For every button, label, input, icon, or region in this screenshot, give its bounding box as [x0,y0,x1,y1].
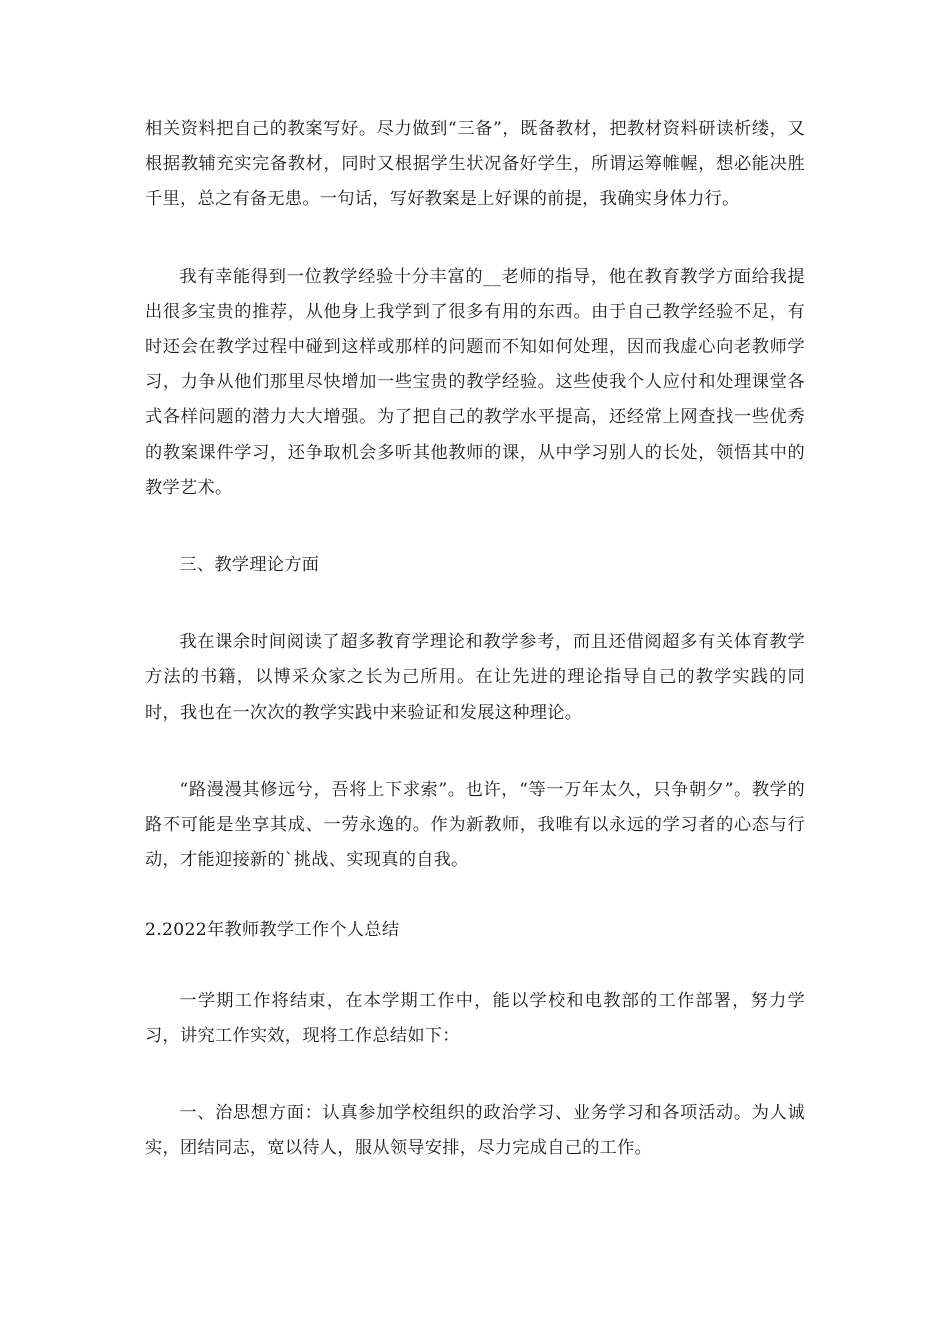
paragraph-mentor: 我有幸能得到一位教学经验十分丰富的__老师的指导，他在教育教学方面给我提出很多宝贵的推荐，从他身上我学到了很多有用的东西。由于自己教学经验不足，有时还会在教学过程中碰到这样或那样的问题而不知如何处理，因而我虚心向老教师学习，力争从他们那里尽快增加一些宝贵的教学经验。这些使我个人应付和处理课堂各式各样问题的潜力大大增强。为了把自己的教学水平提高，还经常上网查找一些优秀的教案课件学习，还争取机会多听其他教师的课，从中学习别人的长处，领悟其中的教学艺术。 [145,266,805,498]
document-page [145,112,805,1166]
document-title-summary: 2.2022年教师教学工作个人总结 [145,920,400,941]
paragraph-political-thought: 一、治思想方面：认真参加学校组织的政治学习、业务学习和各项活动。为人诚实，团结同志，宽以待人，服从领导安排，尽力完成自己的工作。 [145,1103,805,1159]
paragraph-theory-reading: 我在课余时间阅读了超多教育学理论和教学参考，而且还借阅超多有关体育教学方法的书籍，以博采众家之长为己所用。在让先进的理论指导自己的教学实践的同时，我也在一次次的教学实践中来验证和发展这种理论。 [145,632,805,723]
section-heading-teaching-theory: 三、教学理论方面 [179,555,320,576]
paragraph-quote: “路漫漫其修远兮，吾将上下求索”。也许，“等一万年太久，只争朝夕”。教学的路不可能是坐享其成、一劳永逸的。作为新教师，我唯有以永远的学习者的心态与行动，才能迎接新的`挑战、实现真的自我。 [145,779,805,871]
paragraph-intro: 一学期工作将结束，在本学期工作中，能以学校和电教部的工作部署，努力学习，讲究工作实效，现将工作总结如下： [145,990,805,1046]
paragraph-lesson-plan: 相关资料把自己的教案写好。尽力做到“三备”，既备教材，把教材资料研读析缕，又根据教辅充实完备教材，同时又根据学生状况备好学生，所谓运筹帷幄，想必能决胜千里，总之有备无患。一句话，写好教案是上好课的前提，我确实身体力行。 [145,119,805,210]
